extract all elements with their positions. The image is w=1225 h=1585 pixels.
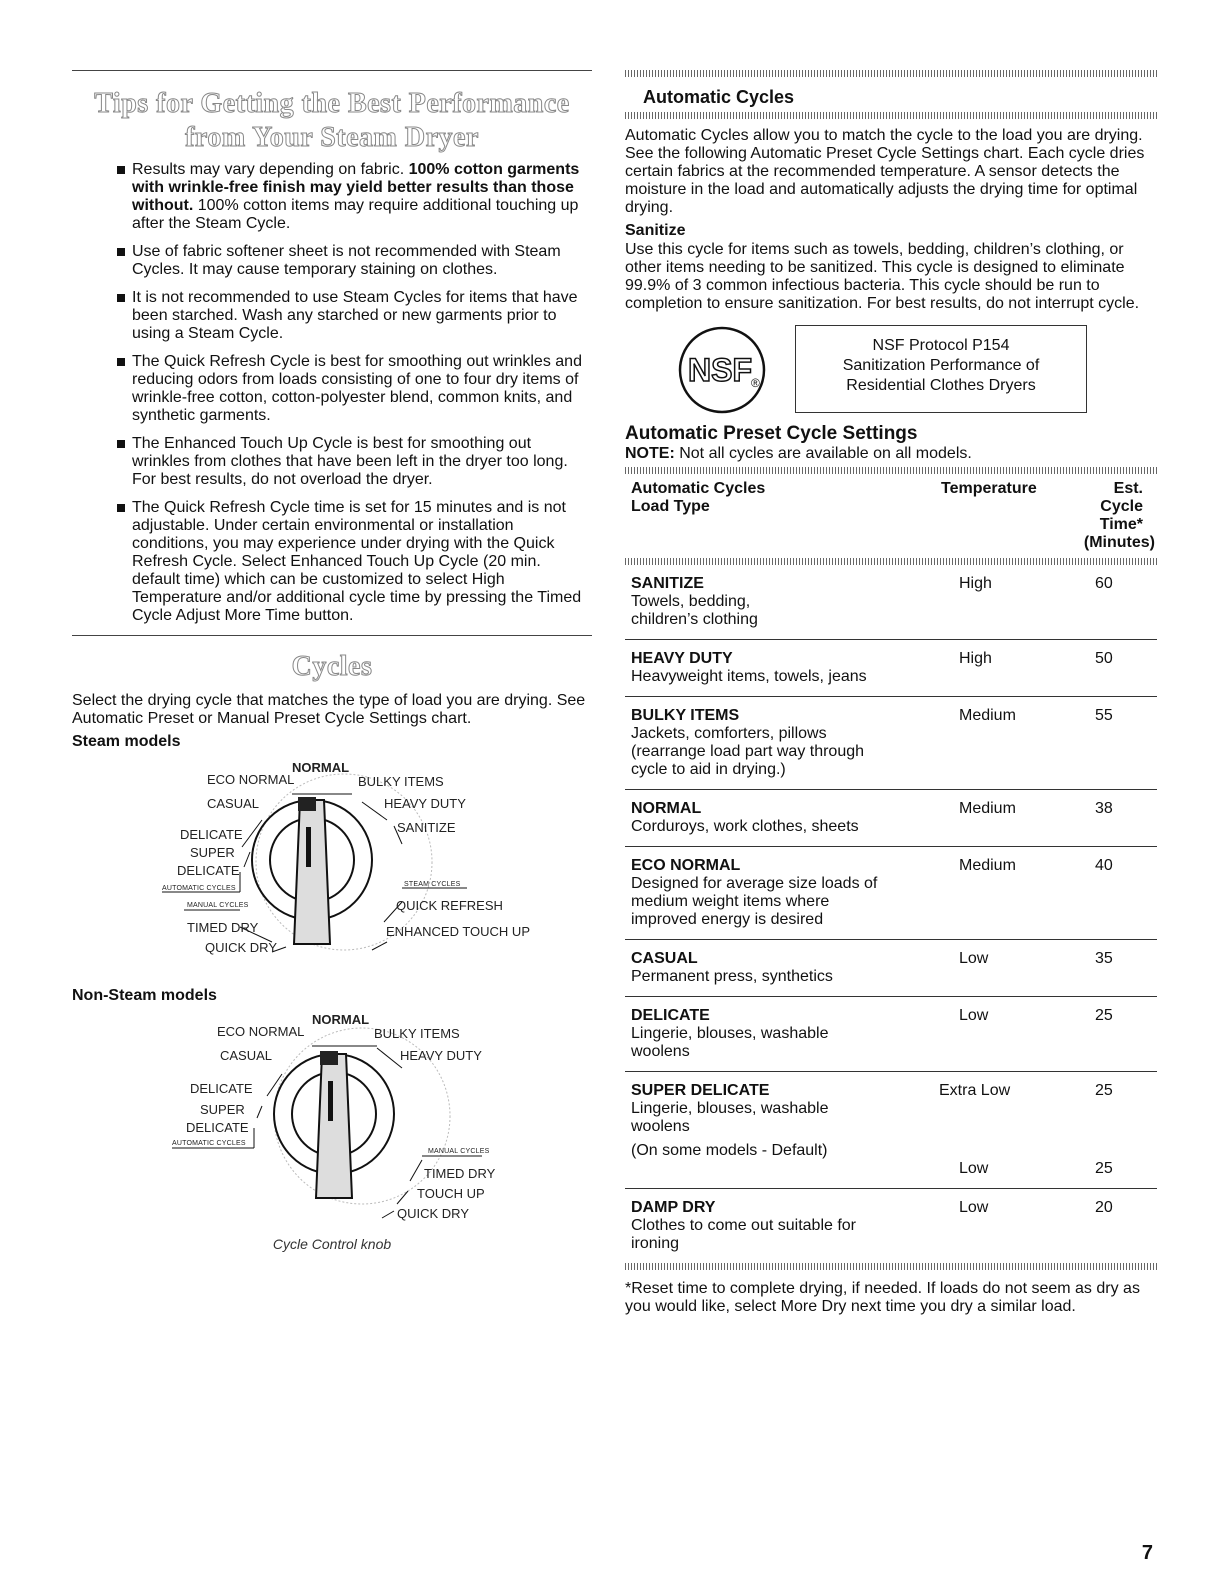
nsf-line-2: Sanitization Performance of xyxy=(842,357,1040,374)
knob-label-timed-dry: TIMED DRY xyxy=(424,1166,496,1181)
tip-item: Use of fabric softener sheet is not recommended with Steam Cycles. It may cause temporary staining on clothes. xyxy=(72,243,592,279)
tip-item: The Enhanced Touch Up Cycle is best for smoothing out wrinkles from clothes that have been left in the dryer too long. For best results, do not overload the dryer. xyxy=(72,435,592,489)
auto-cycles-heading: Automatic Cycles xyxy=(643,87,795,107)
hatch-divider xyxy=(625,70,1157,77)
knob-label-touch-up: TOUCH UP xyxy=(417,1186,485,1201)
bullet-icon xyxy=(117,248,125,256)
knob-label-manual-cycles: MANUAL CYCLES xyxy=(428,1148,490,1155)
nsf-line-3: Residential Clothes Dryers xyxy=(846,377,1036,394)
table-row: DELICATE Lingerie, blouses, washable woolens Low 25 xyxy=(625,997,1157,1072)
table-row: HEAVY DUTY Heavyweight items, towels, jeans High 50 xyxy=(625,640,1157,697)
header-temperature: Temperature xyxy=(941,480,1037,497)
knob-label-bulky-items: BULKY ITEMS xyxy=(374,1026,460,1041)
sanitize-heading: Sanitize xyxy=(625,222,686,239)
knob-label-enhanced-touch-up: ENHANCED TOUCH UP xyxy=(386,924,530,939)
footnote: *Reset time to complete drying, if needed. If loads do not seem as dry as you would like, select More Dry next time you dry a similar load. xyxy=(625,1280,1140,1315)
knob-label-super: SUPER xyxy=(190,845,235,860)
header-time: Est. Cycle Time* (Minutes) xyxy=(1083,480,1155,551)
knob-label-casual: CASUAL xyxy=(220,1048,273,1063)
tip-item: It is not recommended to use Steam Cycles for items that have been starched. Wash any starched or new garments prior to using a Steam Cycle. xyxy=(72,289,592,343)
nsf-block xyxy=(625,325,1157,421)
steam-knob-icon xyxy=(72,752,592,982)
nsf-logo-text: NSF xyxy=(688,352,752,388)
nsf-protocol-box xyxy=(795,325,1087,413)
knob-label-delicate2: DELICATE xyxy=(177,863,240,878)
preset-table-title: Automatic Preset Cycle Settings xyxy=(625,423,918,444)
bullet-icon xyxy=(117,294,125,302)
knob-label-automatic-cycles: AUTOMATIC CYCLES xyxy=(162,885,236,892)
hatch-divider xyxy=(625,558,1157,565)
note-text: Not all cycles are available on all models. xyxy=(674,445,972,462)
cycles-rule xyxy=(72,635,592,636)
hatch-divider xyxy=(625,467,1157,474)
bullet-icon xyxy=(117,358,125,366)
tips-title-line2: from Your Steam Dryer xyxy=(185,122,479,153)
knob-label-quick-dry: QUICK DRY xyxy=(397,1206,469,1221)
bullet-icon xyxy=(117,440,125,448)
table-row: DAMP DRY Clothes to come out suitable for ironing Low 20 xyxy=(631,1199,1113,1252)
left-column xyxy=(72,70,592,1266)
knob-label-eco-normal: ECO NORMAL xyxy=(217,1024,305,1039)
steam-knob-diagram xyxy=(72,752,592,982)
knob-label-quick-refresh: QUICK REFRESH xyxy=(396,898,503,913)
auto-cycles-text: Automatic Cycles allow you to match the cycle to the load you are drying. See the following Automatic Preset Cycle Settings chart. Each cycle dries certain fabrics at the recommended temperature. A sensor detects the moisture in the load and automatically adjusts the drying time for optimal drying. xyxy=(625,127,1145,216)
hatch-divider xyxy=(625,112,1157,119)
knob-label-heavy-duty: HEAVY DUTY xyxy=(400,1048,482,1063)
table-row: CASUAL Permanent press, synthetics Low 35 xyxy=(625,940,1157,997)
bullet-icon xyxy=(117,166,125,174)
knob-label-super: SUPER xyxy=(200,1102,245,1117)
sanitize-text: Use this cycle for items such as towels, bedding, children’s clothing, or other items needing to be sanitized. This cycle is designed to eliminate 99.9% of 3 common infectious bacteria. This cycle should be run to completion to ensure sanitization. For best results, do not interrupt cycle. xyxy=(625,241,1140,312)
preset-cycle-table xyxy=(625,474,1157,1263)
cycles-intro: Select the drying cycle that matches the type of load you are drying. See Automatic Preset or Manual Preset Cycle Settings chart. xyxy=(72,692,586,727)
table-row: NORMAL Corduroys, work clothes, sheets Medium 38 xyxy=(625,790,1157,847)
knob-label-bulky-items: BULKY ITEMS xyxy=(358,774,444,789)
knob-label-delicate: DELICATE xyxy=(180,827,243,842)
table-row: ECO NORMAL Designed for average size loads of medium weight items where improved energy is desired Medium 40 xyxy=(625,847,1157,940)
table-row: SANITIZE Towels, bedding, children’s clothing High 60 xyxy=(625,565,1157,640)
knob-label-automatic-cycles: AUTOMATIC CYCLES xyxy=(172,1140,246,1147)
header-cycles: Automatic Cycles Load Type xyxy=(631,480,766,515)
nsf-logo-icon xyxy=(677,325,767,415)
table-header-row xyxy=(625,474,1157,558)
note-label: NOTE: xyxy=(625,445,675,462)
knob-label-normal: NORMAL xyxy=(292,760,350,775)
page-number: 7 xyxy=(1141,1542,1153,1564)
nonsteam-knob-icon xyxy=(72,1006,592,1226)
preset-note xyxy=(625,445,1157,463)
tips-list xyxy=(72,161,592,625)
knob-label-timed-dry: TIMED DRY xyxy=(187,920,259,935)
knob-label-quick-dry: QUICK DRY xyxy=(205,940,277,955)
knob-label-delicate2: DELICATE xyxy=(186,1120,249,1135)
table-row: BULKY ITEMS Jackets, comforters, pillows (rearrange load part way through cycle to aid in drying.) Medium 55 xyxy=(625,697,1157,790)
nonsteam-knob-diagram xyxy=(72,1006,592,1226)
nonsteam-models-label: Non-Steam models xyxy=(72,987,217,1004)
bullet-icon xyxy=(117,504,125,512)
steam-models-label: Steam models xyxy=(72,733,181,750)
tip-item: The Quick Refresh Cycle time is set for 15 minutes and is not adjustable. Under certain environmental or installation conditions, you may experience under drying with the Quick Refresh Cycle. Select Enhanced Touch Up Cycle (20 min. default time) which can be customized to select High Temperature and/or additional cycle time by pressing the Timed Cycle Adjust More Time button. xyxy=(72,499,592,625)
nsf-line-1: NSF Protocol P154 xyxy=(872,337,1010,354)
tip-item: Results may vary depending on fabric. 100% cotton garments with wrinkle-free finish may yield better results than those without. 100% cotton items may require additional touching up after the Steam Cycle. xyxy=(72,161,592,233)
table-row: SUPER DELICATE Lingerie, blouses, washable woolens (On some models - Default) Extra Low Low 25 25 xyxy=(625,1072,1157,1189)
knob-label-heavy-duty: HEAVY DUTY xyxy=(384,796,466,811)
knob-label-steam-cycles: STEAM CYCLES xyxy=(404,881,461,888)
top-rule-left xyxy=(72,70,592,71)
hatch-divider xyxy=(625,1263,1157,1270)
knob-label-delicate: DELICATE xyxy=(190,1081,253,1096)
knob-label-sanitize: SANITIZE xyxy=(397,820,456,835)
knob-caption: Cycle Control knob xyxy=(272,1236,392,1252)
right-column xyxy=(625,70,1157,1316)
cycles-title: Cycles xyxy=(291,651,373,682)
knob-label-eco-normal: ECO NORMAL xyxy=(207,772,295,787)
tips-title-line1: Tips for Getting the Best Performance xyxy=(94,88,570,119)
tip-item: The Quick Refresh Cycle is best for smoothing out wrinkles and reducing odors from loads consisting of one to four dry items of wrinkle-free cotton, cotton-polyester blend, common knits, and synthetic garments. xyxy=(72,353,592,425)
knob-label-manual-cycles: MANUAL CYCLES xyxy=(187,902,249,909)
knob-label-casual: CASUAL xyxy=(207,796,260,811)
knob-label-normal: NORMAL xyxy=(312,1012,370,1027)
nsf-logo-reg: ® xyxy=(751,376,760,390)
